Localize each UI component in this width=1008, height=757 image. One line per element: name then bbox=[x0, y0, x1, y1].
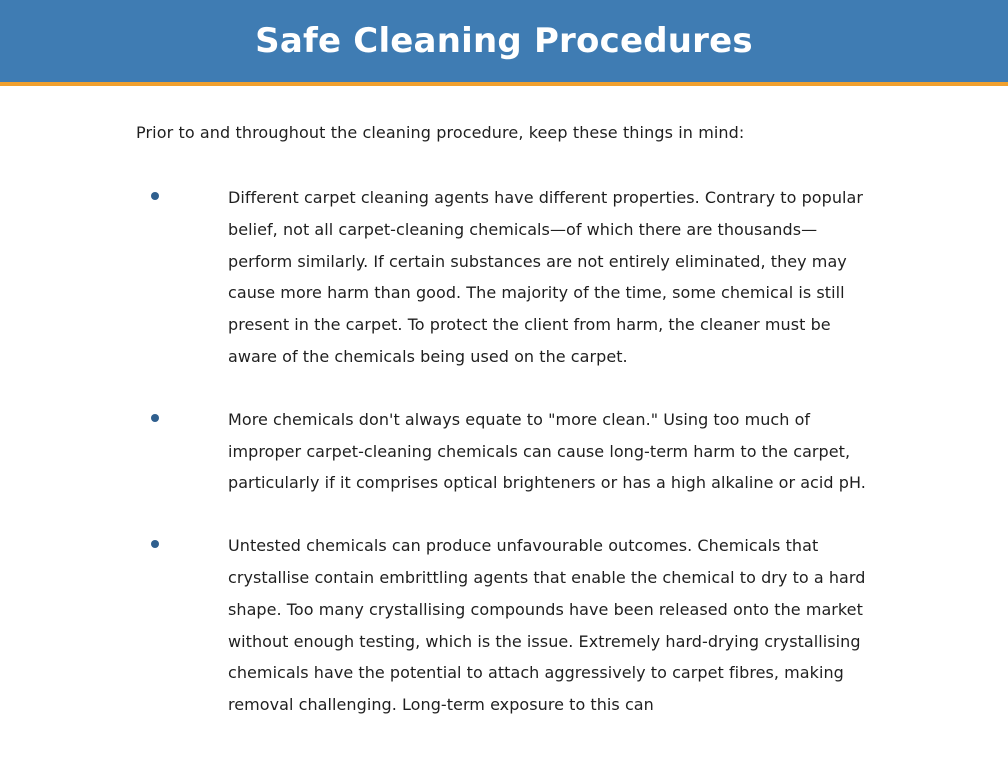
list-item bbox=[0, 530, 1008, 721]
bullet-list bbox=[0, 182, 1008, 752]
bullet-icon bbox=[151, 192, 159, 200]
bullet-icon bbox=[151, 414, 159, 422]
bullet-icon bbox=[151, 540, 159, 548]
intro-paragraph: Prior to and throughout the cleaning procedure, keep these things in mind: bbox=[136, 123, 745, 142]
list-item-text: Untested chemicals can produce unfavourable outcomes. Chemicals that crystallise contain embrittling agents that enable the chemical to dry to a hard shape. Too many crystallising compounds have been released onto the market without enough testing, which is the issue. Extremely hard-drying crystallising chemicals have the potential to attach aggressively to carpet fibres, making removal challenging. Long-term exposure to this can bbox=[228, 536, 866, 715]
list-item-text: More chemicals don't always equate to "more clean." Using too much of improper carpet-cleaning chemicals can cause long-term harm to the carpet, particularly if it comprises optical brighteners or has a high alkaline or acid pH. bbox=[228, 409, 866, 493]
page-header bbox=[0, 0, 1008, 86]
list-item bbox=[0, 404, 1008, 499]
list-item bbox=[0, 182, 1008, 373]
page-title: Safe Cleaning Procedures bbox=[255, 21, 753, 61]
list-item-text: Different carpet cleaning agents have different properties. Contrary to popular belief, not all carpet-cleaning chemicals—of which there are thousands—perform similarly. If certain substances are not entirely eliminated, they may cause more harm than good. The majority of the time, some chemical is still present in the carpet. To protect the client from harm, the cleaner must be aware of the chemicals being used on the carpet. bbox=[228, 188, 863, 366]
